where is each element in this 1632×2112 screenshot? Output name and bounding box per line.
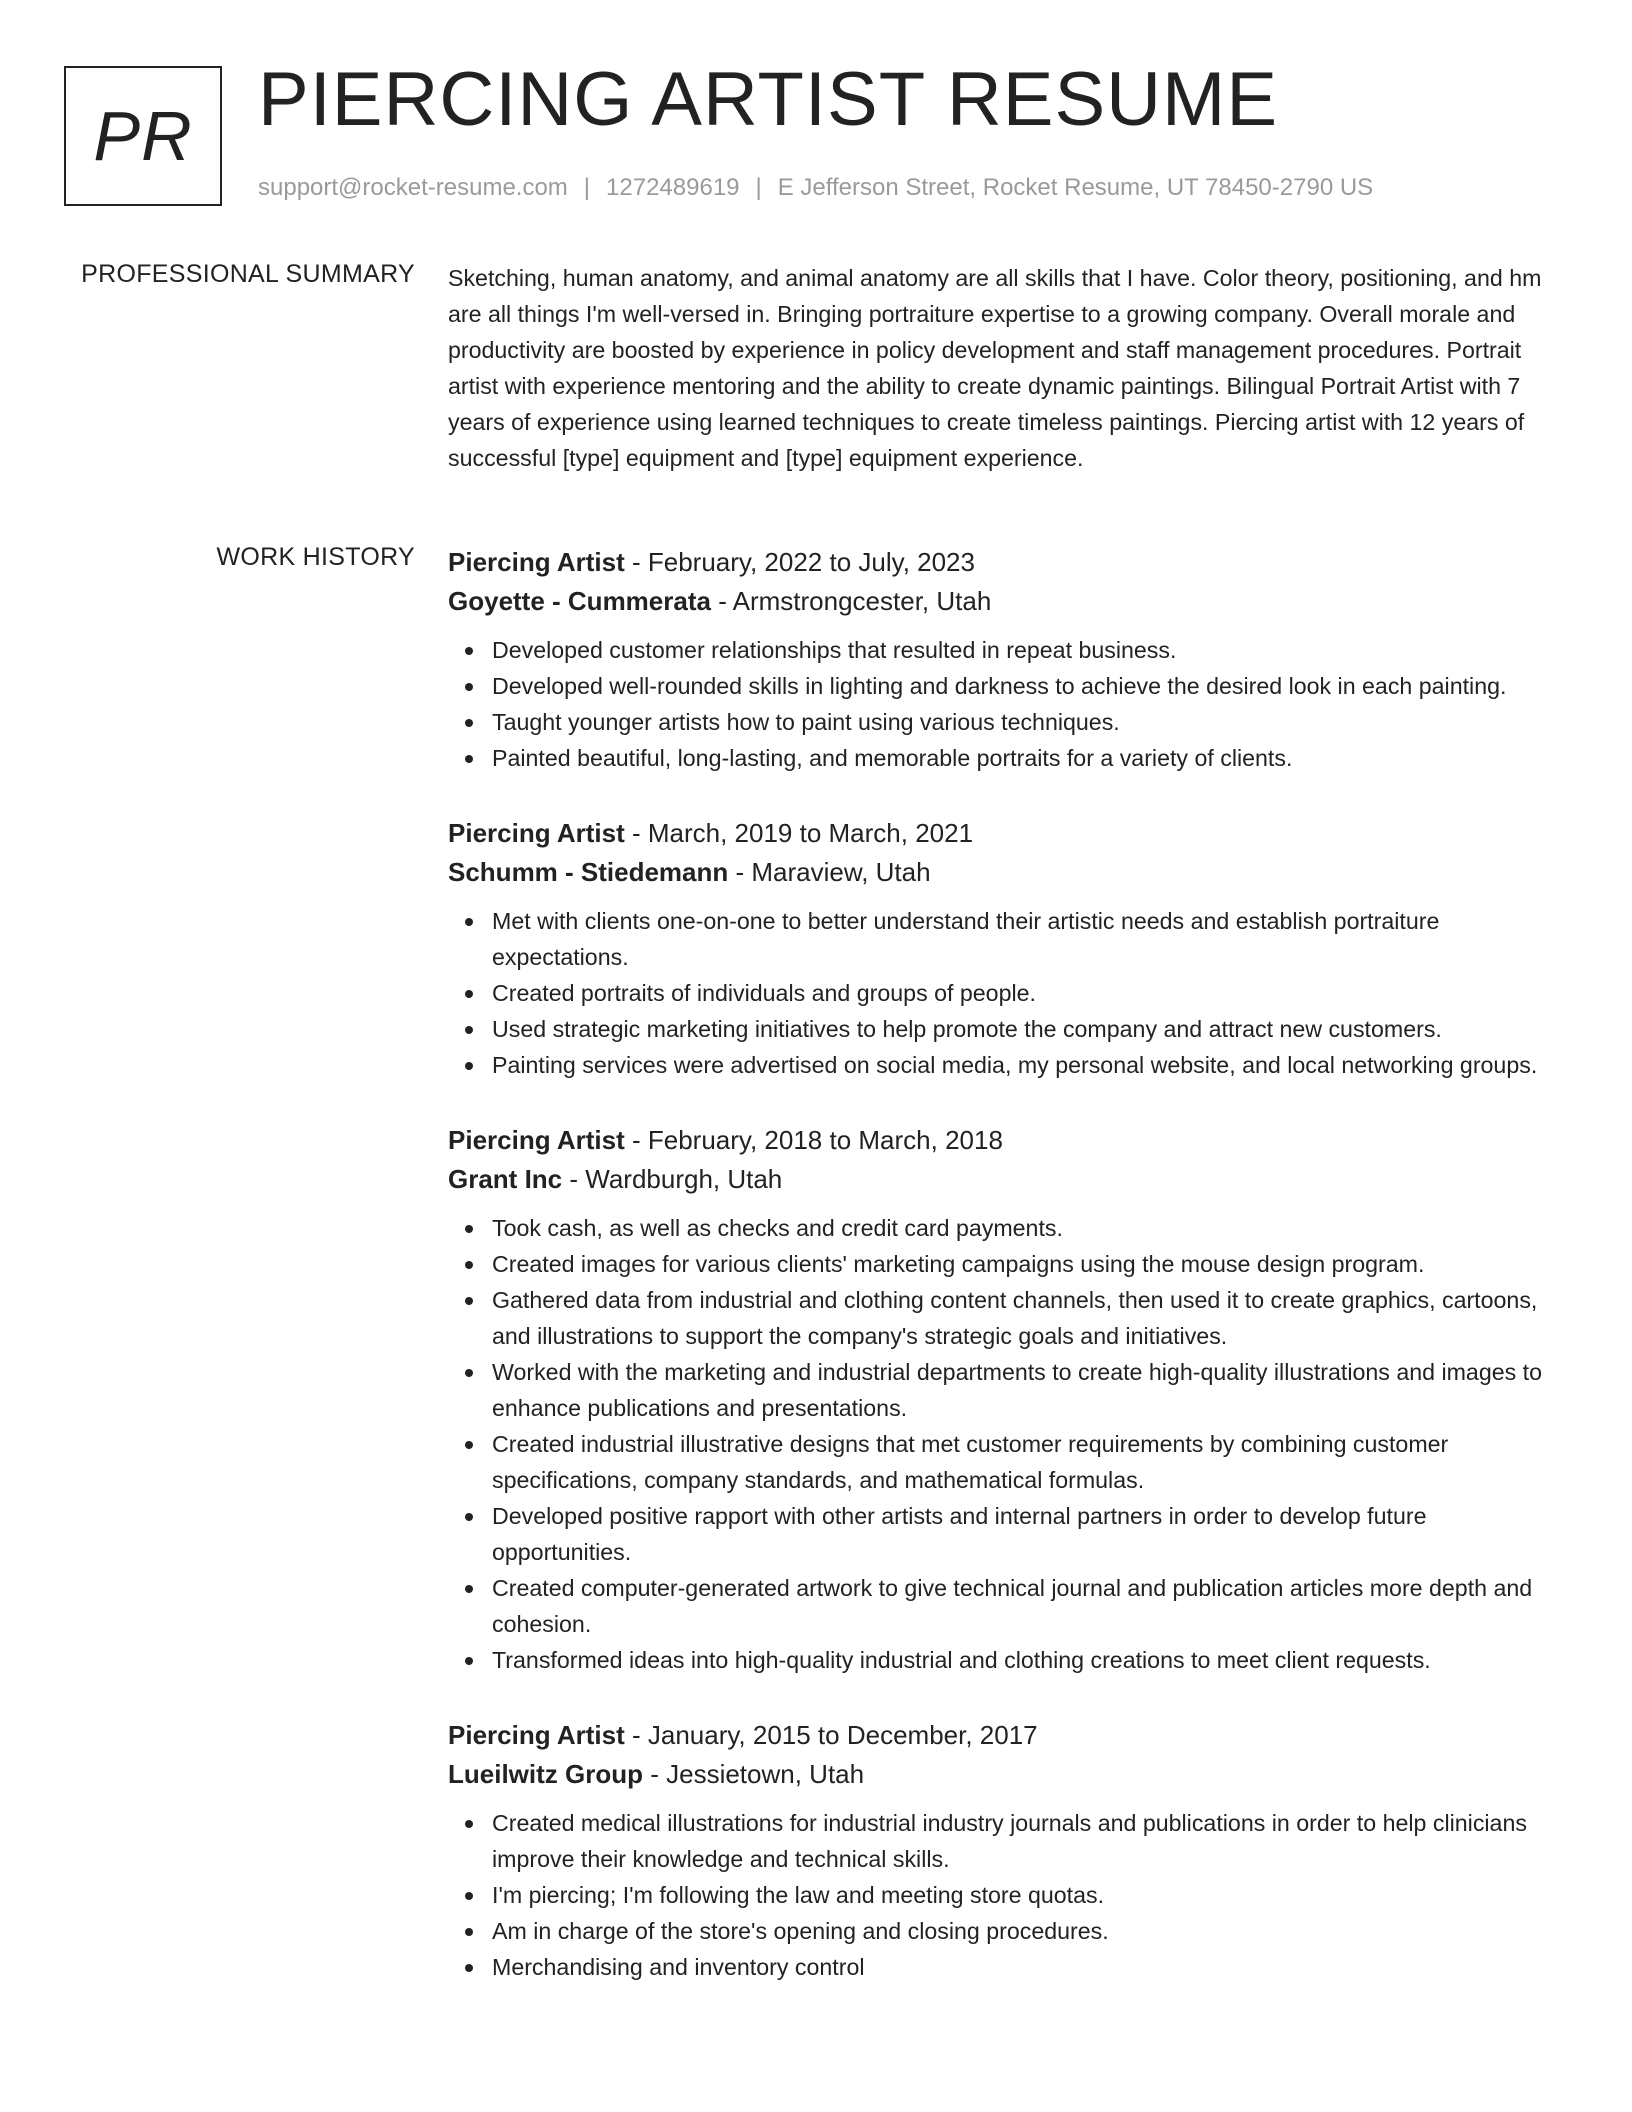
job-bullet: Merchandising and inventory control	[492, 1949, 1566, 1985]
job-title-line	[448, 543, 1566, 582]
job-bullet: I'm piercing; I'm following the law and meeting store quotas.	[492, 1877, 1566, 1913]
job-bullet: Used strategic marketing initiatives to help promote the company and attract new customers.	[492, 1011, 1566, 1047]
job-title-line	[448, 1121, 1566, 1160]
job-bullet: Created portraits of individuals and groups of people.	[492, 975, 1566, 1011]
job-bullet: Created images for various clients' marketing campaigns using the mouse design program.	[492, 1246, 1566, 1282]
job-company: Goyette - Cummerata	[448, 586, 711, 616]
job-dates: - February, 2018 to March, 2018	[624, 1125, 1003, 1155]
work-history-heading: WORK HISTORY	[216, 543, 415, 571]
job-bullet: Gathered data from industrial and clothing content channels, then used it to create graphics, cartoons, and illustrations to support the company's strategic goals and initiatives.	[492, 1282, 1566, 1354]
summary-heading: PROFESSIONAL SUMMARY	[81, 260, 415, 288]
job-bullet: Taught younger artists how to paint using various techniques.	[492, 704, 1566, 740]
job-bullet: Transformed ideas into high-quality industrial and clothing creations to meet client requests.	[492, 1642, 1566, 1678]
job-bullet: Developed positive rapport with other artists and internal partners in order to develop future opportunities.	[492, 1498, 1566, 1570]
contact-separator: |	[755, 174, 762, 201]
monogram-logo: PR	[64, 66, 222, 206]
job-location: - Jessietown, Utah	[643, 1759, 865, 1789]
job-title-line	[448, 1716, 1566, 1755]
contact-line	[258, 174, 1373, 202]
job-location: - Maraview, Utah	[728, 857, 931, 887]
job-entry	[448, 1121, 1566, 1678]
job-company: Grant Inc	[448, 1164, 563, 1194]
job-bullet: Developed customer relationships that resulted in repeat business.	[492, 632, 1566, 668]
contact-email: support@rocket-resume.com	[258, 174, 568, 201]
job-list	[448, 543, 1566, 2023]
job-title-line	[448, 814, 1566, 853]
job-dates: - January, 2015 to December, 2017	[624, 1720, 1038, 1750]
job-bullets	[448, 903, 1566, 1083]
job-bullet: Painting services were advertised on social media, my personal website, and local networking groups.	[492, 1047, 1566, 1083]
contact-address: E Jefferson Street, Rocket Resume, UT 78450-2790 US	[777, 174, 1374, 201]
contact-separator: |	[583, 174, 591, 201]
job-bullet: Created computer-generated artwork to give technical journal and publication articles more depth and cohesion.	[492, 1570, 1566, 1642]
job-entry	[448, 814, 1566, 1083]
job-bullet: Am in charge of the store's opening and closing procedures.	[492, 1913, 1566, 1949]
job-title: Piercing Artist	[448, 818, 625, 848]
job-entry	[448, 543, 1566, 776]
job-location: - Armstrongcester, Utah	[710, 586, 992, 616]
job-title: Piercing Artist	[448, 1720, 625, 1750]
job-bullets	[448, 1210, 1566, 1678]
job-company-line	[448, 582, 1566, 621]
job-company: Lueilwitz Group	[448, 1759, 643, 1789]
summary-text: Sketching, human anatomy, and animal anatomy are all skills that I have. Color theory, positioning, and hm are all things I'm well-versed in. Bringing portraiture expertise to a growing company. Overall morale and productivity are boosted by experience in policy development and staff management procedures. Portrait artist with experience mentoring and the ability to create dynamic paintings. Bilingual Portrait Artist with 7 years of experience using learned techniques to create timeless paintings. Piercing artist with 12 years of successful [type] equipment and [type] equipment experience.	[448, 265, 1542, 471]
job-company: Schumm - Stiedemann	[448, 857, 729, 887]
job-company-line	[448, 1160, 1566, 1199]
job-entry	[448, 1716, 1566, 1985]
job-dates: - February, 2022 to July, 2023	[624, 547, 975, 577]
job-title: Piercing Artist	[448, 547, 625, 577]
contact-phone: 1272489619	[606, 174, 740, 201]
job-bullet: Met with clients one-on-one to better understand their artistic needs and establish portraiture expectations.	[492, 903, 1566, 975]
job-bullets	[448, 1805, 1566, 1985]
job-company-line	[448, 1755, 1566, 1794]
job-bullet: Took cash, as well as checks and credit card payments.	[492, 1210, 1566, 1246]
job-bullet: Created medical illustrations for industrial industry journals and publications in order to help clinicians improve their knowledge and technical skills.	[492, 1805, 1566, 1877]
job-bullet: Worked with the marketing and industrial departments to create high-quality illustrations and images to enhance publications and presentations.	[492, 1354, 1566, 1426]
job-location: - Wardburgh, Utah	[562, 1164, 783, 1194]
job-bullet: Painted beautiful, long-lasting, and memorable portraits for a variety of clients.	[492, 740, 1566, 776]
resume-title: PIERCING ARTIST RESUME	[258, 57, 1279, 142]
job-bullets	[448, 632, 1566, 776]
job-bullet: Created industrial illustrative designs that met customer requirements by combining customer specifications, company standards, and mathematical formulas.	[492, 1426, 1566, 1498]
job-title: Piercing Artist	[448, 1125, 625, 1155]
job-company-line	[448, 853, 1566, 892]
job-dates: - March, 2019 to March, 2021	[624, 818, 974, 848]
job-bullet: Developed well-rounded skills in lighting and darkness to achieve the desired look in each painting.	[492, 668, 1566, 704]
